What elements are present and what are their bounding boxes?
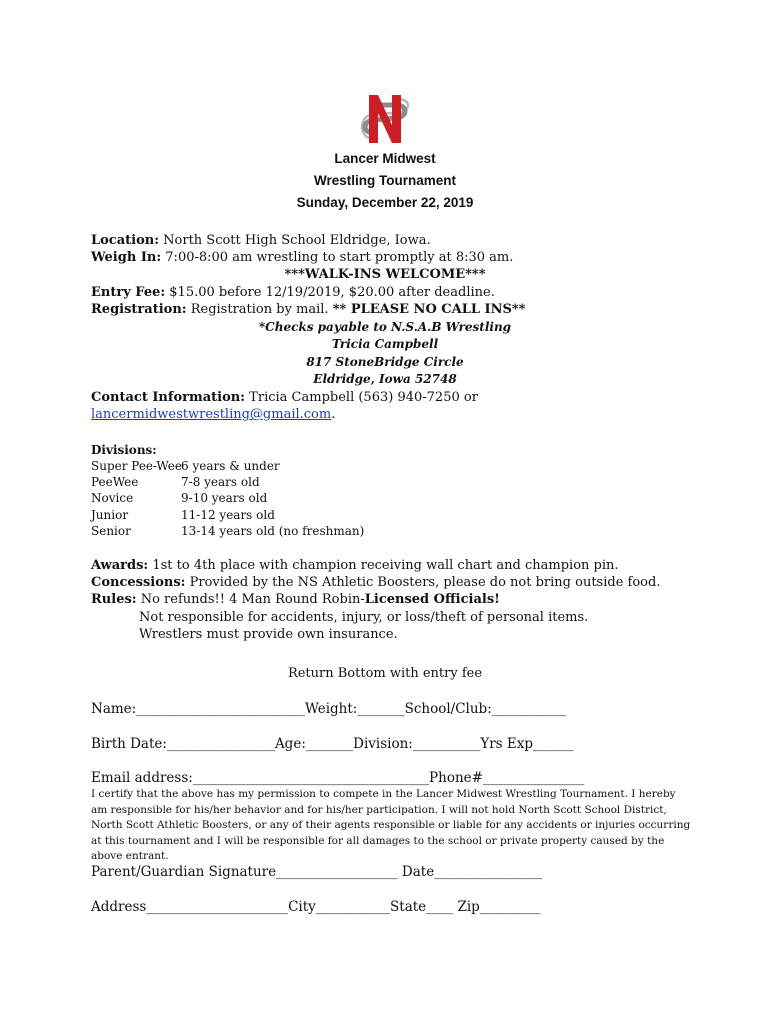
- rules-line: [91, 592, 500, 607]
- contact-email-line: [91, 407, 335, 422]
- north-scott-logo: [356, 93, 414, 145]
- location-line: [91, 233, 431, 248]
- division-age: 6 years & under: [181, 459, 280, 473]
- division-age: 7-8 years old: [181, 475, 260, 489]
- checks-line-2: Tricia Campbell: [331, 337, 439, 351]
- location-value: North Scott High School Eldridge, Iowa.: [159, 233, 431, 248]
- registration-value: Registration by mail.: [186, 302, 333, 317]
- name-weight-school-fields: Name:_________________________Weight:_______School/Club:___________: [91, 701, 566, 717]
- header-line-1: Lancer Midwest: [334, 151, 436, 166]
- registration-note: ** PLEASE NO CALL INS**: [332, 302, 526, 317]
- awards-line: [91, 558, 619, 573]
- division-name: Senior: [91, 524, 131, 538]
- division-row: [91, 508, 275, 522]
- rules-line-2: Not responsible for accidents, injury, or loss/theft of personal items.: [139, 610, 589, 625]
- walk-ins-welcome: [0, 267, 770, 282]
- division-name: Junior: [91, 508, 129, 522]
- rules-label: Rules:: [91, 592, 137, 607]
- entry-fee-value: $15.00 before 12/19/2019, $20.00 after deadline.: [165, 285, 495, 300]
- return-bottom-heading: Return Bottom with entry fee: [287, 666, 483, 681]
- divisions-label: Divisions:: [91, 443, 157, 457]
- email-phone-fields: Email address:___________________________________Phone#_______________: [91, 770, 585, 786]
- division-name: Super Pee-Wee: [91, 459, 182, 473]
- rules-value: No refunds!! 4 Man Round Robin-: [136, 592, 365, 607]
- rules-line-3: Wrestlers must provide own insurance.: [139, 627, 398, 642]
- division-name: Novice: [91, 491, 134, 505]
- entry-fee-label: Entry Fee:: [91, 285, 166, 300]
- walk-ins-text: ***WALK-INS WELCOME***: [284, 267, 486, 282]
- division-row: [91, 459, 280, 473]
- contact-value: Tricia Campbell (563) 940-7250 or: [245, 390, 478, 405]
- certification-text: I certify that the above has my permission to compete in the Lancer Midwest Wrestling Tournament. I hereby am responsible for his/her behavior and for his/her participation. I will not hold North Scott School District, North Scott Athletic Boosters, or any of their agents responsible or liable for any accidents or injuries occurring at this tournament and I will be responsible for all damages to the school or private property caused by the above entrant.: [91, 788, 691, 863]
- registration-line: [91, 302, 525, 317]
- weigh-in-value: 7:00-8:00 am wrestling to start promptly at 8:30 am.: [161, 250, 514, 265]
- weigh-in-label: Weigh In:: [91, 250, 162, 265]
- division-row: [91, 524, 365, 538]
- division-row: [91, 491, 268, 505]
- concessions-label: Concessions:: [91, 575, 186, 590]
- division-age: 13-14 years old (no freshman): [181, 524, 365, 538]
- location-label: Location:: [91, 233, 160, 248]
- header-line-3: Sunday, December 22, 2019: [296, 195, 474, 210]
- contact-email-link[interactable]: lancermidwestwrestling@gmail.com: [91, 407, 332, 422]
- registration-label: Registration:: [91, 302, 187, 317]
- checks-line-1: *Checks payable to N.S.A.B Wrestling: [258, 320, 512, 334]
- contact-line: [91, 390, 478, 405]
- concessions-line: [91, 575, 660, 590]
- weigh-in-line: [91, 250, 513, 265]
- awards-value: 1st to 4th place with champion receiving wall chart and champion pin.: [148, 558, 619, 573]
- division-row: [91, 475, 260, 489]
- birth-age-division-fields: Birth Date:________________Age:_______Division:__________Yrs Exp______: [91, 736, 574, 752]
- address-fields: Address_____________________City___________State____ Zip_________: [91, 899, 541, 915]
- signature-date-fields: Parent/Guardian Signature__________________ Date________________: [91, 864, 543, 880]
- header-line-2: Wrestling Tournament: [313, 173, 456, 188]
- contact-label: Contact Information:: [91, 390, 246, 405]
- checks-line-3: 817 StoneBridge Circle: [306, 355, 464, 369]
- checks-line-4: Eldridge, Iowa 52748: [313, 372, 457, 386]
- rules-officials: Licensed Officials!: [364, 592, 500, 607]
- entry-fee-line: [91, 285, 495, 300]
- division-age: 9-10 years old: [181, 491, 268, 505]
- division-name: PeeWee: [91, 475, 139, 489]
- division-age: 11-12 years old: [181, 508, 275, 522]
- concessions-value: Provided by the NS Athletic Boosters, please do not bring outside food.: [185, 575, 661, 590]
- awards-label: Awards:: [91, 558, 149, 573]
- contact-email-suffix: .: [331, 407, 336, 422]
